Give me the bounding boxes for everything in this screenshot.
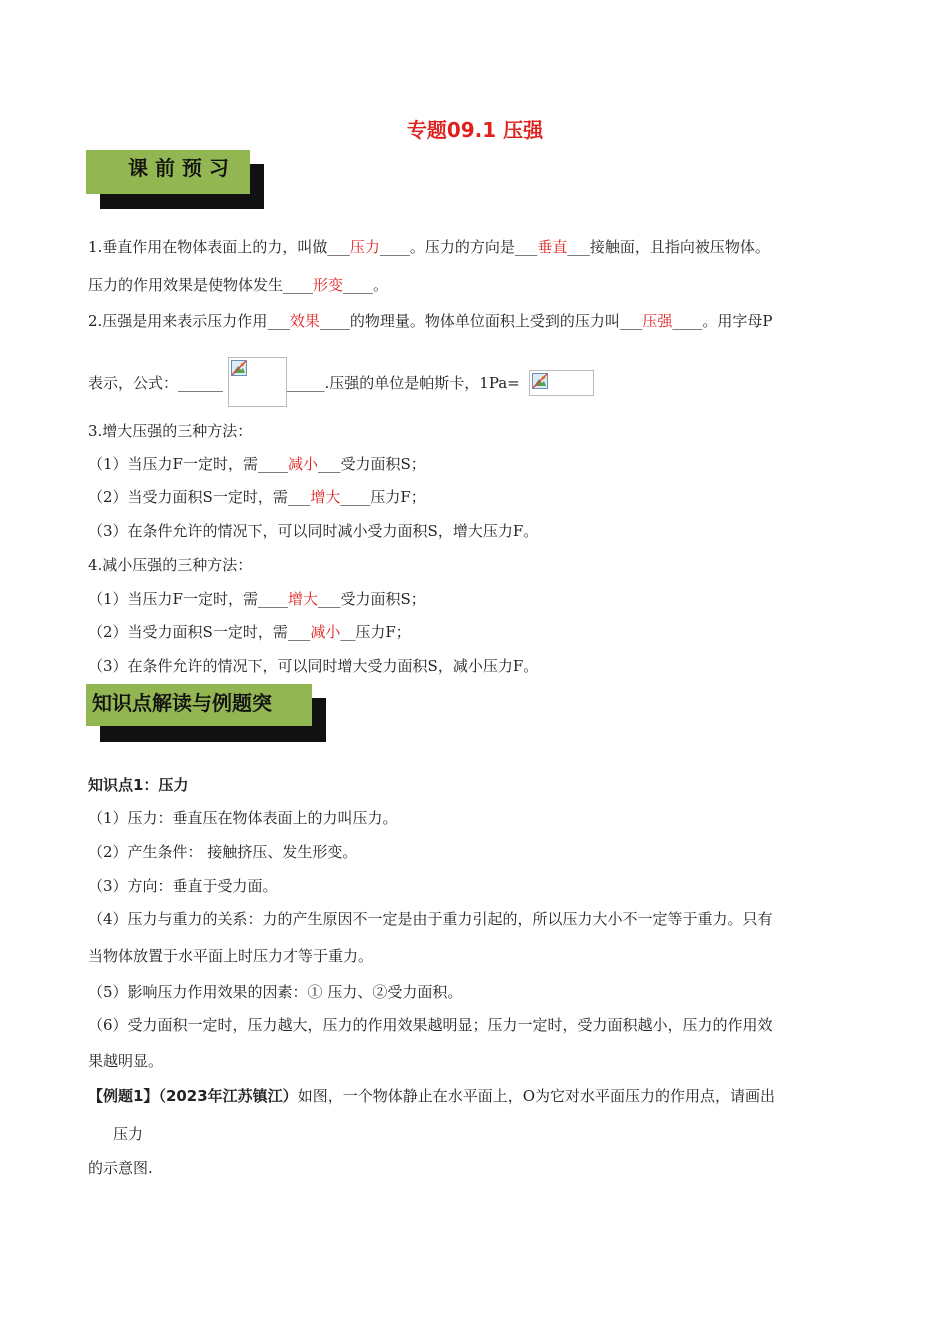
unit-image-placeholder [529, 370, 594, 396]
answer-blank: 增大 [287, 590, 318, 608]
knowledge-item: （6）受力面积一定时，压力越大，压力的作用效果越明显；压力一定时，受力面积越小，压力的作用效 [88, 1016, 773, 1034]
q4-heading: 4.减小压强的三种方法： [88, 556, 253, 574]
knowledge-item: （5）影响压力作用效果的因素：① 压力、②受力面积。 [88, 983, 463, 1001]
q1-line: 1.垂直作用在物体表面上的力，叫做___压力____。压力的方向是___垂直___接触面，且指向被压物体。 [88, 238, 770, 256]
banner-label: 知识点解读与例题突 [86, 684, 312, 726]
section-banner-knowledge [86, 684, 326, 742]
q3-item-1: （1）当压力F一定时，需____减小___受力面积S； [88, 455, 426, 473]
knowledge-item: （4）压力与重力的关系：力的产生原因不一定是由于重力引起的，所以压力大小不一定等于重力。只有 [88, 910, 773, 928]
answer-blank: 增大 [310, 488, 341, 506]
knowledge-item: （3）方向：垂直于受力面。 [88, 877, 278, 895]
q3-item-3: （3）在条件允许的情况下，可以同时减小受力面积S，增大压力F。 [88, 522, 539, 540]
q2b-line-start: 表示，公式：______ [88, 374, 224, 392]
broken-image-icon [231, 360, 247, 376]
q4-item-1: （1）当压力F一定时，需____增大___受力面积S； [88, 590, 426, 608]
answer-blank: 压力 [349, 238, 380, 256]
answer-blank: 压强 [642, 312, 673, 330]
answer-blank: 减小 [287, 455, 318, 473]
answer-blank: 减小 [310, 623, 341, 641]
example-line-2: 压力 [113, 1125, 144, 1143]
q3-heading: 3.增大压强的三种方法： [88, 422, 253, 440]
broken-image-icon [532, 373, 548, 389]
answer-blank: 效果 [289, 312, 320, 330]
formula-image-placeholder [228, 357, 287, 407]
section-banner-preview [86, 150, 264, 210]
example-label: 【例题1】 [88, 1087, 159, 1105]
knowledge-heading: 知识点1：压力 [88, 776, 189, 794]
example-source: （2023年江苏镇江） [158, 1087, 298, 1105]
knowledge-item: 果越明显。 [88, 1052, 164, 1070]
q1b-line: 压力的作用效果是使物体发生____形变____。 [88, 276, 389, 294]
example-line-3: 的示意图. [88, 1159, 153, 1177]
page-title: 专题09.1 压强 [406, 118, 544, 142]
knowledge-item: （2）产生条件： 接触挤压、发生形变。 [88, 843, 358, 861]
q4-item-3: （3）在条件允许的情况下，可以同时增大受力面积S，减小压力F。 [88, 657, 539, 675]
answer-blank: 形变 [313, 276, 344, 294]
knowledge-item: （1）压力：垂直压在物体表面上的力叫压力。 [88, 809, 398, 827]
example-1 [88, 1086, 775, 1106]
q3-item-2: （2）当受力面积S一定时，需___增大____压力F； [88, 488, 426, 506]
knowledge-item: 当物体放置于水平面上时压力才等于重力。 [88, 947, 374, 965]
q2b-line-end: _____.压强的单位是帕斯卡，1Pa= [287, 374, 520, 392]
answer-blank: 垂直 [537, 238, 568, 256]
banner-label: 课 前 预 习 [86, 150, 250, 194]
q2-line: 2.压强是用来表示压力作用___效果____的物理量。物体单位面积上受到的压力叫___压强____。用字母P [88, 312, 773, 330]
example-text: 如图，一个物体静止在水平面上，O为它对水平面压力的作用点，请画出 [297, 1087, 775, 1105]
q4-item-2: （2）当受力面积S一定时，需___减小__压力F； [88, 623, 411, 641]
